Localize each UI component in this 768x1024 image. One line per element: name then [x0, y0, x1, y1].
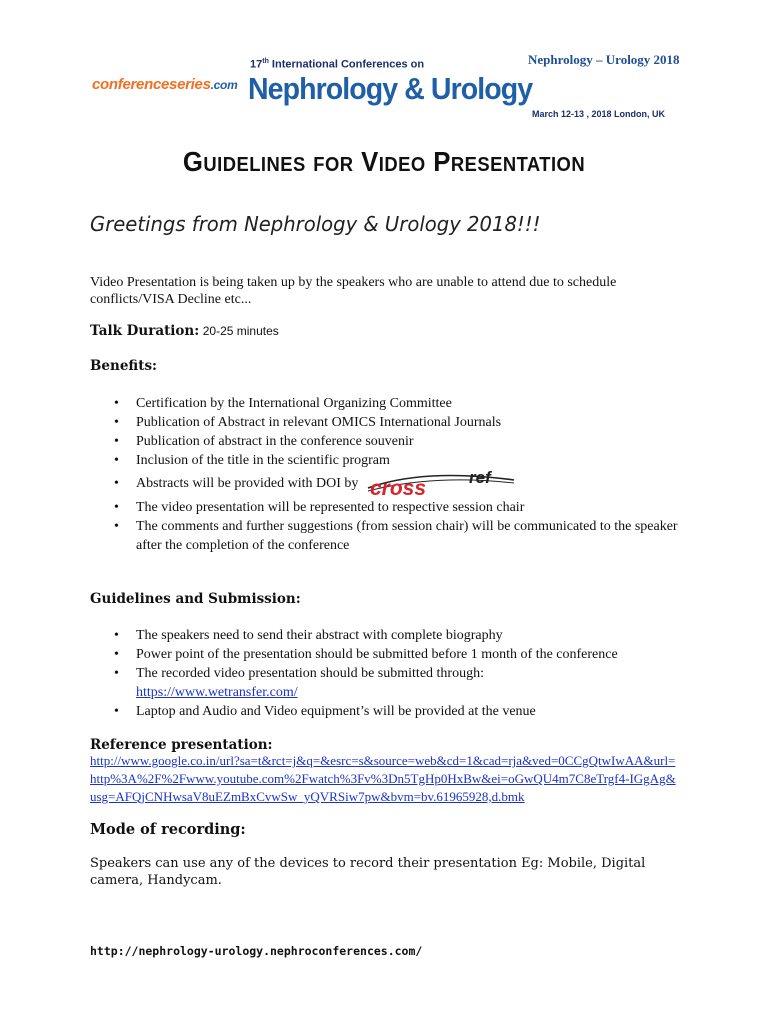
list-item: • Certification by the International Organizing Committee [90, 394, 690, 413]
list-item: • The video presentation will be represented to respective session chair [90, 498, 690, 517]
talk-duration [90, 323, 279, 340]
mode-of-recording-text: Speakers can use any of the devices to record their presentation Eg: Mobile, Digital camera, Handycam. [90, 856, 646, 888]
list-item: • Publication of abstract in the conference souvenir [90, 432, 690, 451]
conference-date-location: March 12-13 , 2018 London, UK [532, 109, 666, 119]
list-item: • Laptop and Audio and Video equipment’s will be provided at the venue [90, 702, 690, 721]
mode-of-recording-heading: Mode of recording: [90, 821, 246, 838]
conference-subtitle: 17th International Conferences on [250, 58, 425, 71]
list-item: • Power point of the presentation should be submitted before 1 month of the conference [90, 645, 690, 664]
reference-presentation-link[interactable]: http://www.google.co.in/url?sa=t&rct=j&q=&esrc=s&source=web&cd=1&cad=rja&ved=0CCgQtwIwAA&url=http%3A%2F%2Fwww.youtube.com%2Fwatch%3Fv%3Dn5TgHp0HxBw&ei=oGwQU4m7C8eTrgf4-IGgAg&usg=AFQjCNHwsaV8uEZmBxCvwSw_yQVRSiw7pw&bvm=bv.61965928,d.bmk [90, 753, 676, 804]
conferenceseries-logo: conferenceseries.com [92, 76, 238, 93]
benefits-list [90, 394, 690, 555]
footer-url[interactable]: http://nephrology-urology.nephroconferences.com/ [90, 944, 423, 958]
crossref-ref-text: ref [469, 470, 492, 487]
list-item: • The speakers need to send their abstract with complete biography [90, 626, 690, 645]
talk-duration-label: Talk Duration: [90, 323, 200, 339]
list-item: • Inclusion of the title in the scientific program [90, 451, 690, 470]
crossref-logo [364, 470, 516, 498]
benefits-heading: Benefits: [90, 358, 158, 374]
list-item: • The comments and further suggestions (from session chair) will be communicated to the speaker after the completion of the conference [90, 517, 690, 555]
intro-paragraph: Video Presentation is being taken up by the speakers who are unable to attend due to schedule conflicts/VISA Decline etc... [90, 275, 617, 307]
reference-heading: Reference presentation: [90, 737, 273, 753]
greeting-heading: Greetings from Nephrology & Urology 2018!!! [90, 212, 541, 236]
list-item: • Publication of Abstract in relevant OMICS International Journals [90, 413, 690, 432]
crossref-cross-text: cross [370, 477, 427, 498]
talk-duration-value: 20-25 minutes [202, 324, 279, 338]
guidelines-list [90, 626, 690, 721]
wetransfer-link[interactable]: https://www.wetransfer.com/ [136, 685, 298, 700]
list-item: • Abstracts will be provided with DOI by cross ref [90, 470, 690, 498]
guidelines-heading: Guidelines and Submission: [90, 591, 301, 607]
list-item: • The recorded video presentation should be submitted through: https://www.wetransfer.com/ [90, 664, 690, 702]
conference-title: Nephrology & Urology [248, 71, 533, 106]
page-title: Guidelines for Video Presentation [182, 146, 586, 177]
conference-year: Nephrology – Urology 2018 [528, 52, 680, 67]
